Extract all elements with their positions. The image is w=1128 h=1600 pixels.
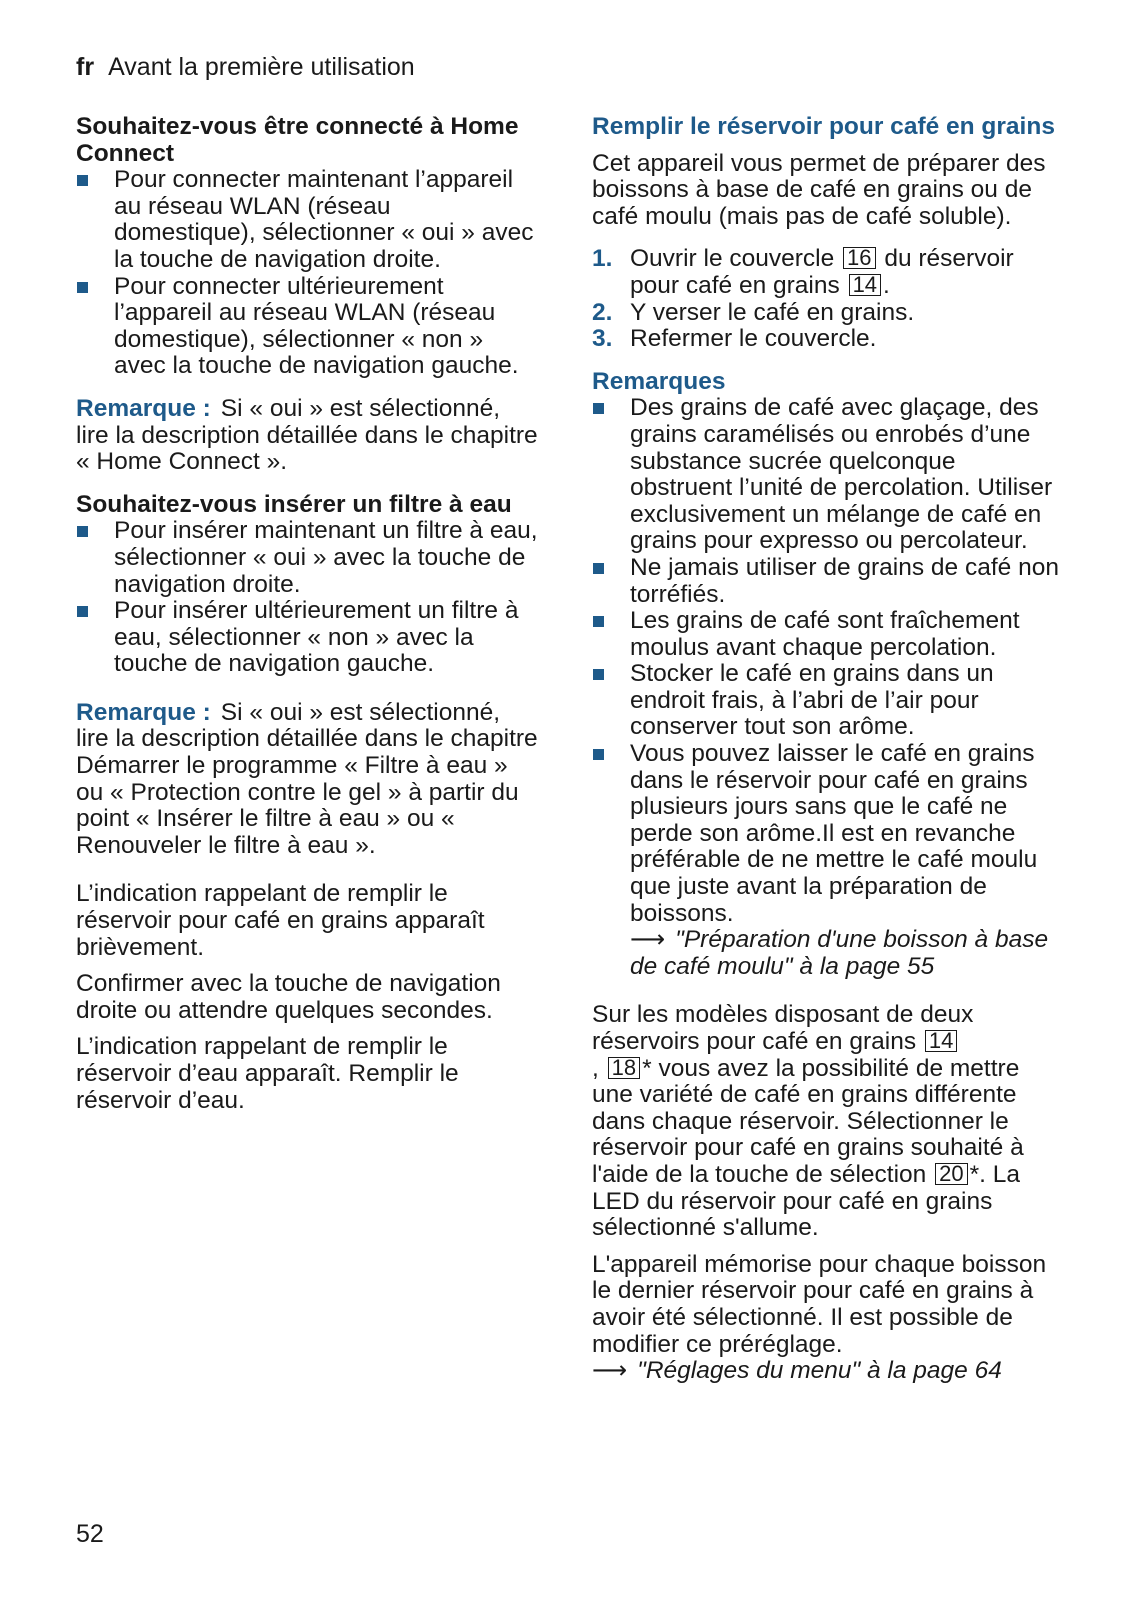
note-label: Remarque :	[76, 394, 211, 422]
step-number: 3.	[592, 325, 613, 353]
list-item: Pour insérer ultérieurement un filtre à eau, sélectionner « non » avec la touche de navigation gauche.	[76, 598, 538, 678]
list-item: Pour insérer maintenant un filtre à eau, sélectionner « oui » avec la touche de navigation droite.	[76, 518, 538, 598]
language-code: fr	[76, 53, 95, 81]
note-label: Remarque :	[76, 698, 211, 726]
list-item: Pour connecter ultérieurement l’appareil au réseau WLAN (réseau domestique), sélectionner « non » avec la touche de navigation gauche.	[76, 274, 538, 380]
note-home-connect	[76, 396, 538, 476]
section-fill-beans-title: Remplir le réservoir pour café en grains	[592, 113, 1055, 140]
paragraph-confirm: Confirmer avec la touche de navigation droite ou attendre quelques secondes.	[76, 970, 501, 1024]
page-header	[76, 52, 415, 82]
water-filter-options	[76, 518, 538, 678]
paragraph-two-hoppers: Sur les modèles disposant de deux réservoirs pour café en grains 14 , 18 * vous avez la possibilité de mettre une variété de café en grains différente dans chaque réservoir. Sélectionner le réservoir pour café en grains souhaité à l'aide de la touche de sélection 20 *. La LED du réservoir pour café en grains sélectionné s'allume.	[592, 1001, 1024, 1242]
step-item: 1. Ouvrir le couvercle 16 du réservoir pour café en grains 14 .	[592, 245, 1014, 299]
step-item: 3. Refermer le couvercle.	[592, 325, 877, 353]
arrow-icon: ⟶	[630, 926, 666, 954]
page-cross-reference-link[interactable]: "Préparation d'une boisson à base de café moulu" à la page 55	[630, 926, 1049, 980]
step-number: 2.	[592, 298, 613, 326]
list-item: Vous pouvez laisser le café en grains dans le réservoir pour café en grains plusieurs jours sans que le café ne perde son arôme.Il est en revanche préférable de ne mettre le café moulu que juste avant la préparation de boissons. ⟶ "Préparation d'une boisson à base de café moulu" à la page 55	[592, 741, 1062, 980]
intro-paragraph: Cet appareil vous permet de préparer des boissons à base de café en grains ou de café moulu (mais pas de café soluble).	[592, 149, 1046, 230]
paragraph-memory: L'appareil mémorise pour chaque boisson le dernier réservoir pour café en grains à avoir été sélectionné. Il est possible de modifier ce préréglage. ⟶ "Réglages du menu" à la page 64	[592, 1250, 1047, 1385]
list-item: Pour connecter maintenant l’appareil au réseau WLAN (réseau domestique), sélectionner « oui » avec la touche de navigation droite.	[76, 167, 538, 273]
list-item: Des grains de café avec glaçage, des grains caramélisés ou enrobés d’une substance sucrée quelconque obstruent l’unité de percolation. Utiliser exclusivement un mélange de café en grains pour expresso ou percolateur.	[592, 395, 1062, 555]
item-reference-box: 14	[849, 274, 881, 296]
section-water-filter-title: Souhaitez-vous insérer un filtre à eau	[76, 490, 512, 518]
arrow-icon: ⟶	[592, 1357, 628, 1385]
item-reference-box: 18	[608, 1057, 640, 1079]
steps-list	[592, 246, 1062, 352]
section-home-connect-title: Souhaitez-vous être connecté à Home Connect	[76, 113, 519, 167]
chapter-title: Avant la première utilisation	[108, 53, 415, 81]
paragraph-water-reminder: L’indication rappelant de remplir le réservoir d’eau apparaît. Remplir le réservoir d’eau.	[76, 1033, 459, 1114]
item-reference-box: 16	[843, 247, 875, 269]
page-cross-reference-link[interactable]: "Réglages du menu" à la page 64	[637, 1357, 1002, 1385]
step-number: 1.	[592, 245, 613, 273]
list-item: Les grains de café sont fraîchement moulus avant chaque percolation.	[592, 608, 1062, 661]
remarks-title: Remarques	[592, 367, 726, 395]
step-item: 2. Y verser le café en grains.	[592, 298, 915, 326]
remarks-list	[592, 395, 1062, 980]
note-text: Si « oui » est sélectionné, lire la description détaillée dans le chapitre « Home Connect ».	[76, 394, 538, 476]
right-column	[592, 114, 1062, 1385]
page-number: 52	[76, 1520, 104, 1548]
left-column	[76, 114, 538, 1114]
list-item: Ne jamais utiliser de grains de café non torréfiés.	[592, 555, 1062, 608]
item-reference-box: 20	[935, 1163, 967, 1185]
note-water-filter	[76, 700, 538, 860]
note-text: Si « oui » est sélectionné, lire la description détaillée dans le chapitre Démarrer le programme « Filtre à eau » ou « Protection contre le gel » à partir du point « Insérer le filtre à eau » ou « Renouveler le filtre à eau ».	[76, 698, 538, 859]
item-reference-box: 14	[925, 1030, 957, 1052]
paragraph-bean-reminder: L’indication rappelant de remplir le réservoir pour café en grains apparaît brièvement.	[76, 880, 485, 961]
list-item: Stocker le café en grains dans un endroit frais, à l’abri de l’air pour conserver tout son arôme.	[592, 661, 1062, 741]
home-connect-options	[76, 167, 538, 380]
